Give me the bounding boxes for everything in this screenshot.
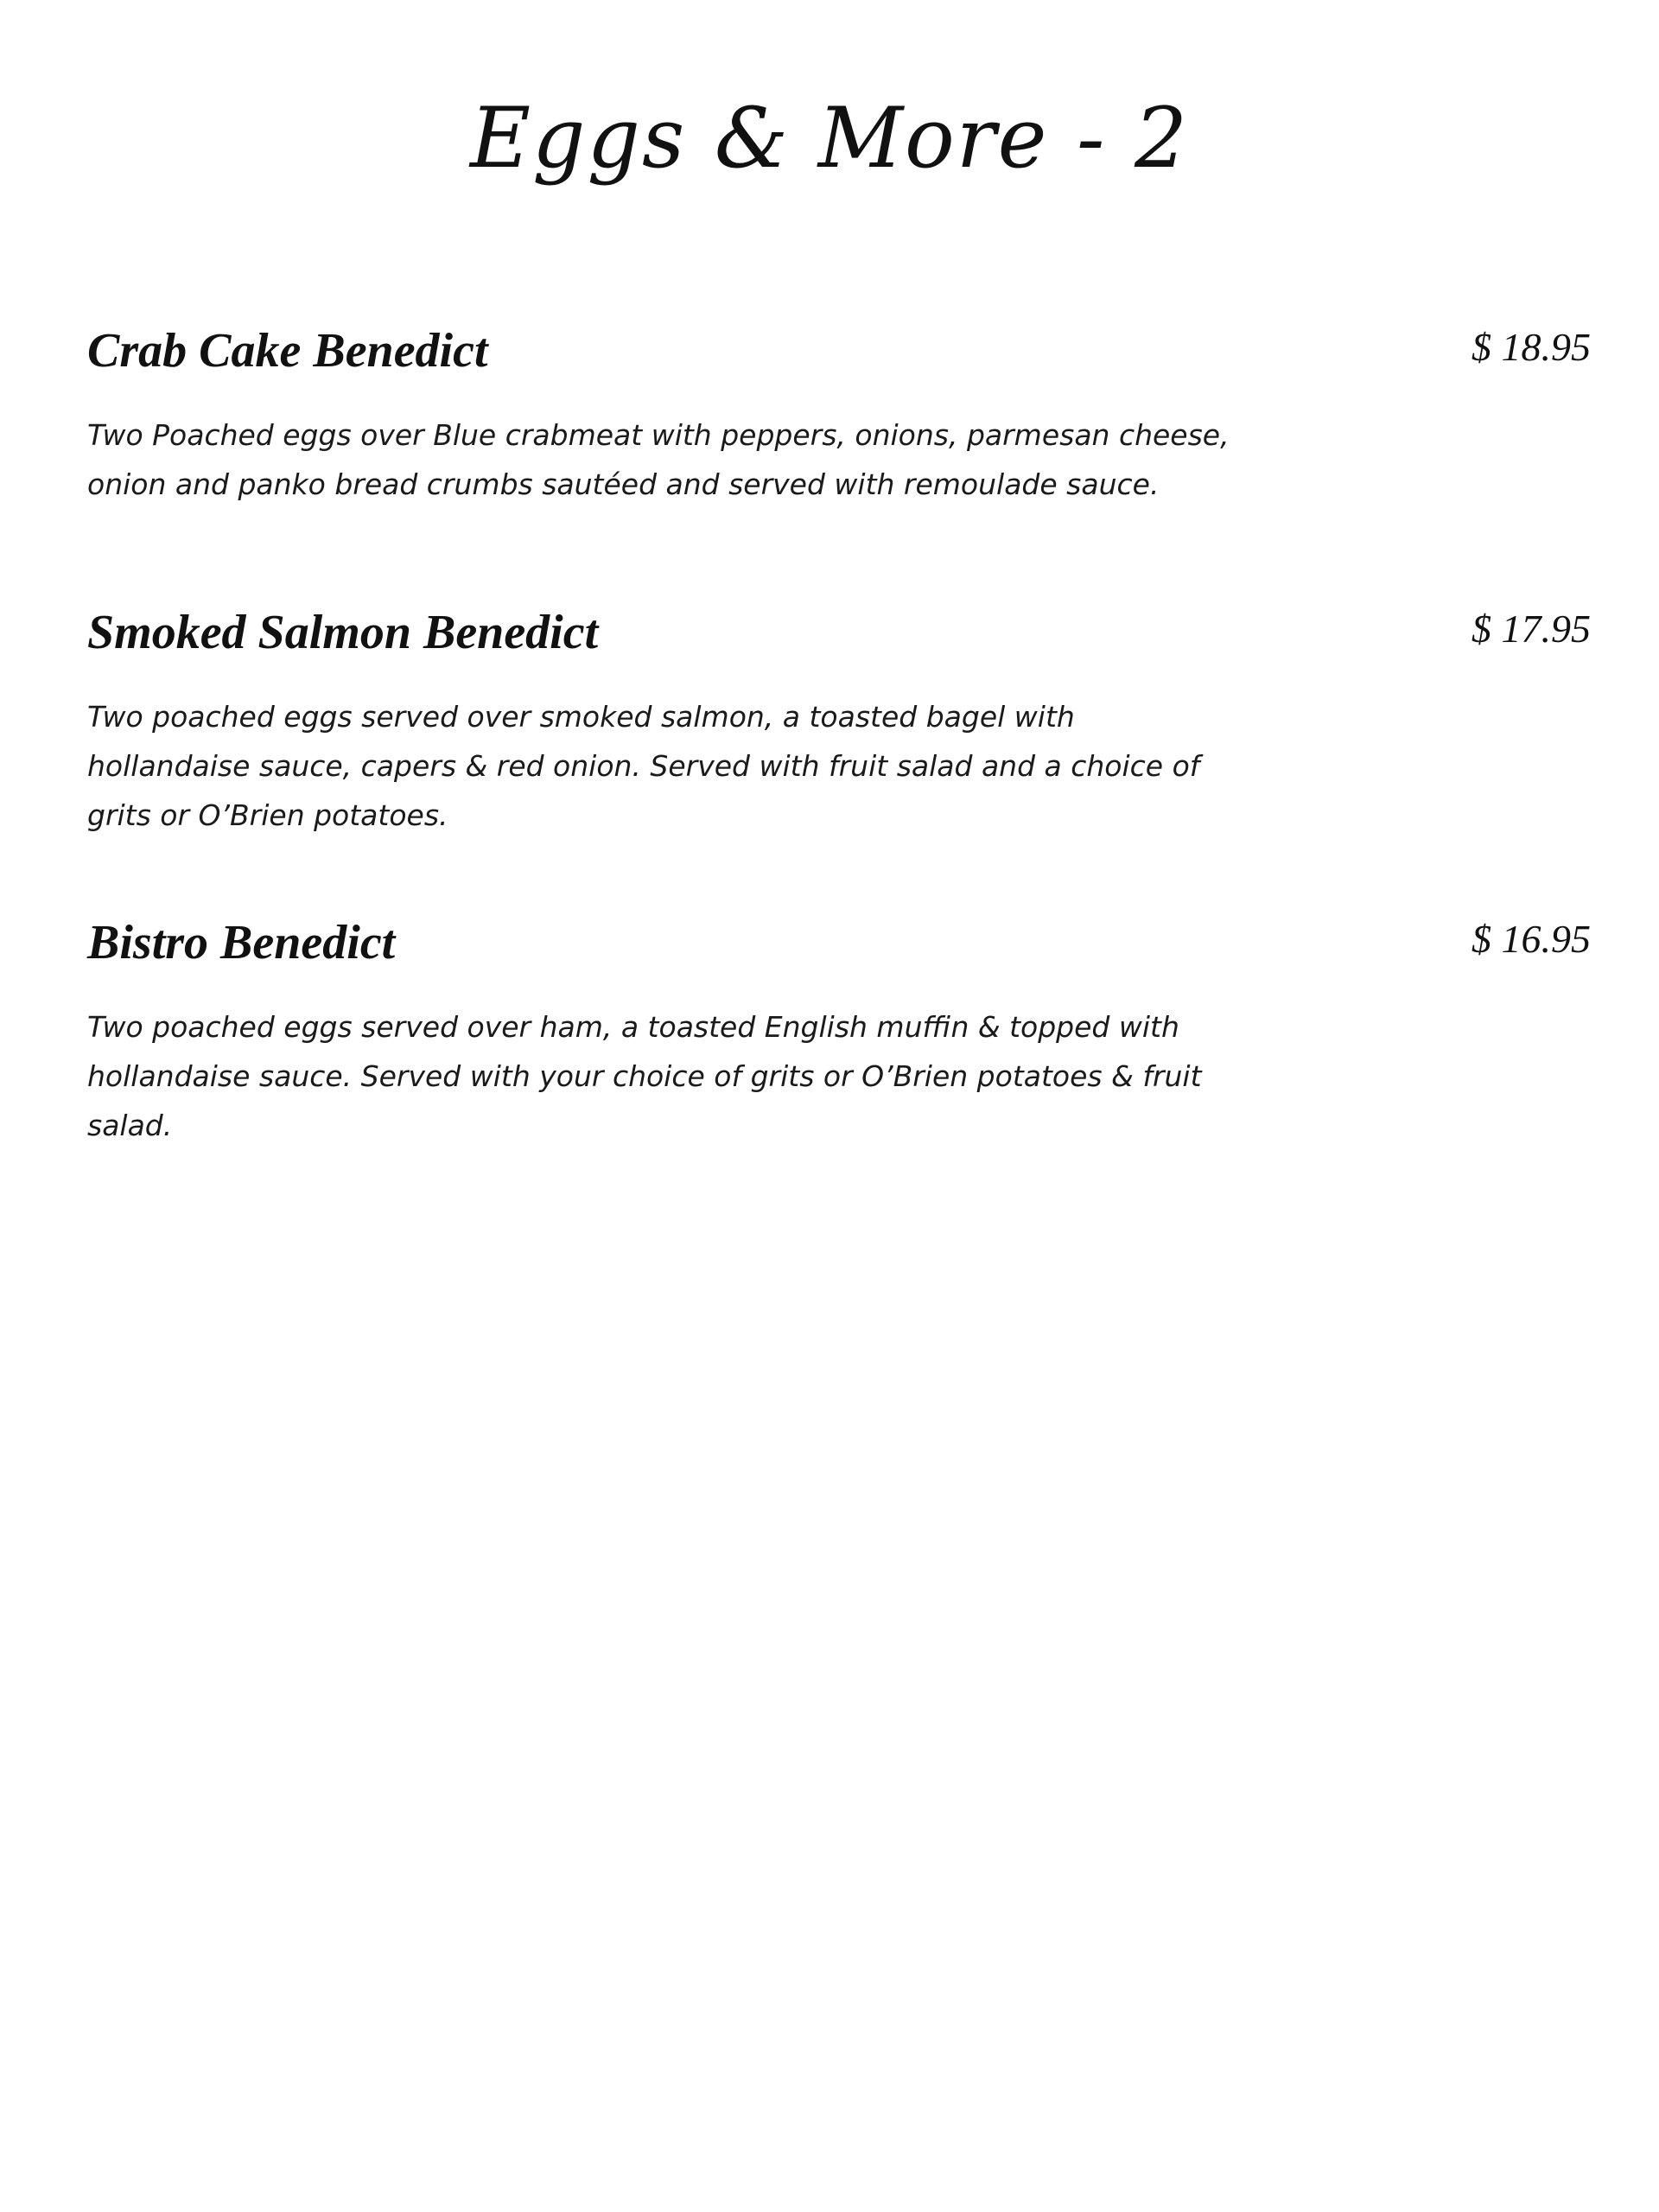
item-name: Crab Cake Benedict: [87, 324, 488, 378]
item-price: $ 16.95: [1471, 917, 1591, 961]
item-description: Two Poached eggs over Blue crabmeat with peppers, onions, parmesan cheese, onion and panko bread crumbs sautéed and served with remoulade sauce.: [87, 418, 1230, 501]
item-price: $ 18.95: [1471, 325, 1591, 369]
item-name: Bistro Benedict: [87, 916, 396, 969]
item-name: Smoked Salmon Benedict: [87, 606, 599, 659]
item-price: $ 17.95: [1471, 607, 1591, 651]
item-description: Two poached eggs served over ham, a toasted English muffin & topped with hollandaise sauce. Served with your choice of grits or O’Brien potatoes & fruit salad.: [87, 1010, 1202, 1142]
page-title: Eggs & More - 2: [469, 90, 1190, 187]
item-description: Two poached eggs served over smoked salmon, a toasted bagel with hollandaise sauce, capers & red onion. Served with fruit salad and a choice of grits or O’Brien potatoes.: [87, 700, 1200, 832]
